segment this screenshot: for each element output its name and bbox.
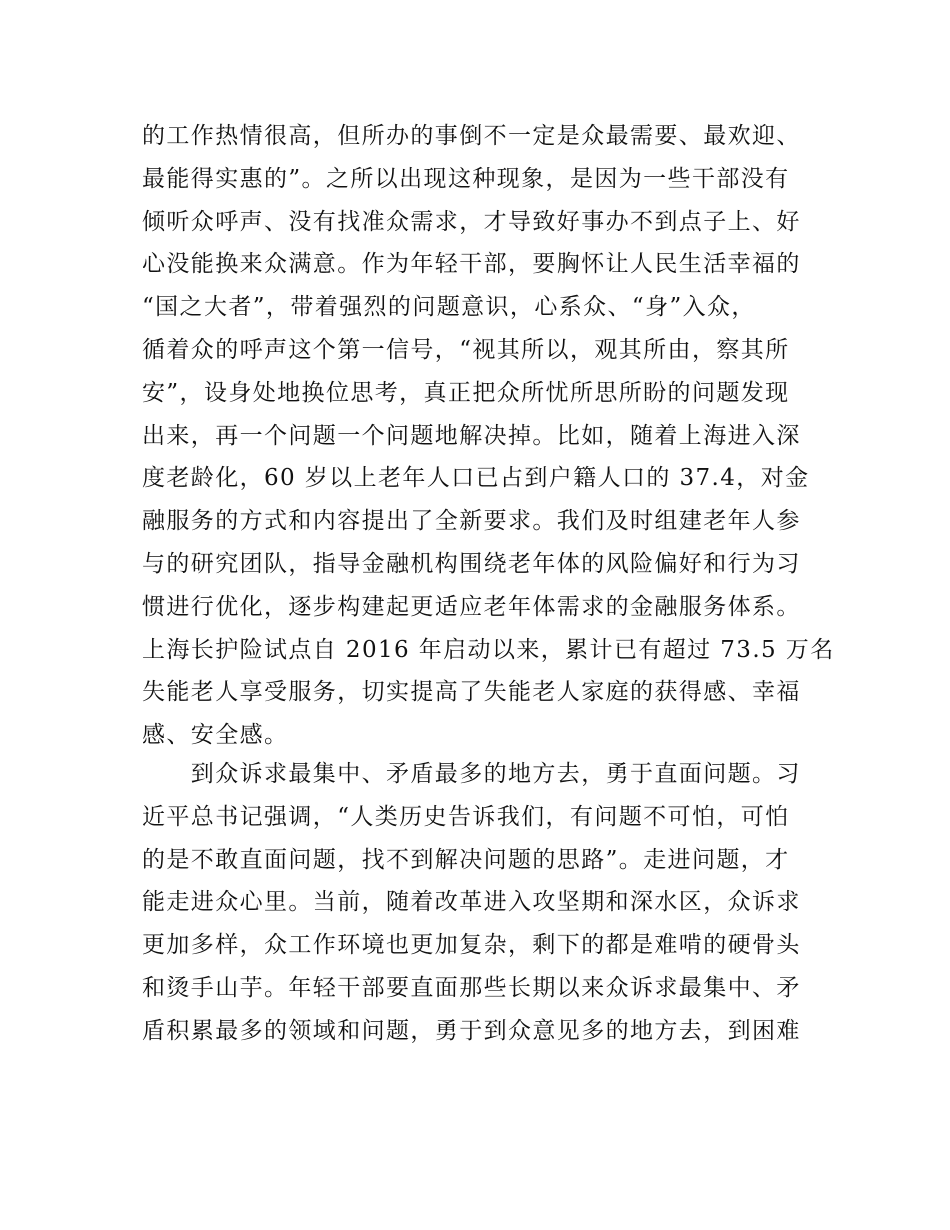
text-line: 安”，设身处地换位思考，真正把众所忧所思所盼的问题发现	[142, 379, 790, 406]
text-line: 能走进众心里。当前，随着改革进入攻坚期和深水区，众诉求	[142, 889, 801, 916]
text-line: 的是不敢直面问题，找不到解决问题的思路”。走进问题，才	[142, 846, 790, 873]
text-line: “国之大者”，带着强烈的问题意识，心系众、“身”入众，	[142, 294, 756, 321]
text-line: 最能得实惠的”。之所以出现这种现象，是因为一些干部没有	[142, 165, 790, 192]
text-line: 心没能换来众满意。作为年轻干部，要胸怀让人民生活幸福的	[142, 251, 801, 278]
paragraph-1	[142, 115, 835, 757]
text-line: 惯进行优化，逐步构建起更适应老年体需求的金融服务体系。	[142, 593, 801, 620]
text-line: 倾听众呼声、没有找准众需求，才导致好事办不到点子上、好	[142, 208, 801, 235]
text-line: 融服务的方式和内容提出了全新要求。我们及时组建老年人参	[142, 508, 801, 535]
text-line: 的工作热情很高，但所办的事倒不一定是众最需要、最欢迎、	[142, 123, 801, 149]
text-line: 出来，再一个问题一个问题地解决掉。比如，随着上海进入深	[142, 422, 801, 449]
paragraph-2	[142, 753, 822, 1053]
text-line: 循着众的呼声这个第一信号，“视其所以，观其所由，察其所	[142, 336, 790, 363]
text-line: 到众诉求最集中、矛盾最多的地方去，勇于直面问题。习	[142, 761, 801, 787]
text-line: 盾积累最多的领域和问题，勇于到众意见多的地方去，到困难	[142, 1017, 801, 1044]
text-line: 更加多样，众工作环境也更加复杂，剩下的都是难啃的硬骨头	[142, 932, 801, 959]
text-line: 上海长护险试点自 2016 年启动以来，累计已有超过 73.5 万名	[142, 636, 835, 663]
text-line: 和烫手山芋。年轻干部要直面那些长期以来众诉求最集中、矛	[142, 974, 801, 1001]
text-line: 失能老人享受服务，切实提高了失能老人家庭的获得感、幸福	[142, 679, 801, 706]
text-line: 与的研究团队，指导金融机构围绕老年体的风险偏好和行为习	[142, 550, 801, 577]
text-line: 度老龄化，60 岁以上老年人口已占到户籍人口的 37.4，对金	[142, 465, 810, 492]
text-line: 感、安全感。	[142, 722, 289, 749]
text-line: 近平总书记强调，“人类历史告诉我们，有问题不可怕，可怕	[142, 803, 790, 830]
